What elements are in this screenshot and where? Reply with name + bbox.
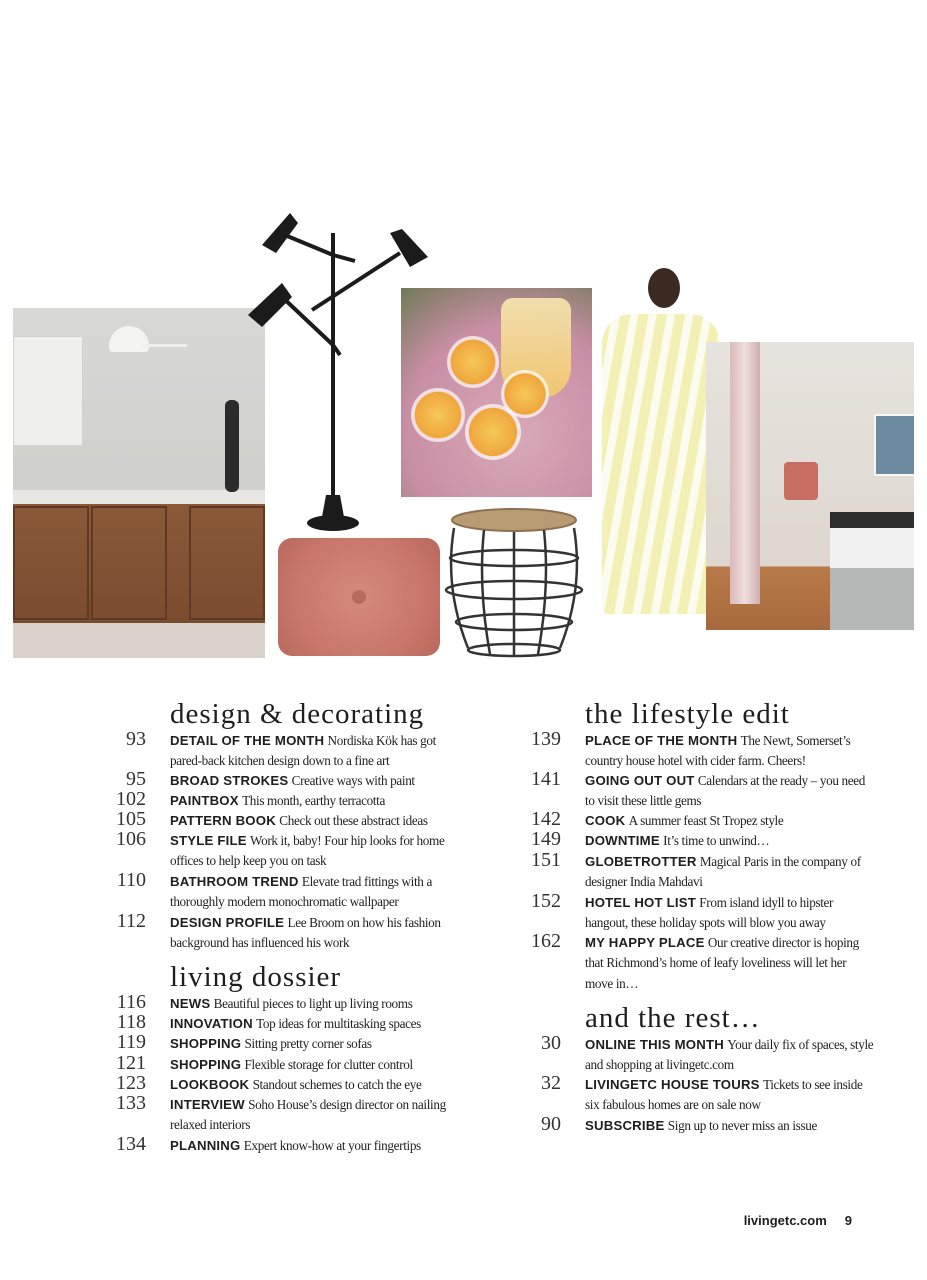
section-title-design: design & decorating (170, 698, 425, 730)
contents-entry[interactable] (116, 991, 462, 1014)
contents-entry[interactable] (116, 1092, 462, 1136)
entry-heading: STYLE FILE (170, 833, 247, 848)
entry-description: Expert know-how at your fingertips (243, 1138, 421, 1153)
entry-heading: SUBSCRIBE (585, 1118, 665, 1133)
entry-description: A summer feast St Tropez style (628, 813, 784, 828)
drinks-photo (401, 288, 592, 497)
entry-heading: DETAIL OF THE MONTH (170, 733, 325, 748)
drink-glass (501, 370, 549, 418)
page-number: 93 (126, 728, 146, 750)
contents-entry[interactable] (116, 1011, 462, 1034)
cushion-button (352, 590, 366, 604)
contents-entry[interactable] (116, 828, 462, 872)
table-lamp (784, 462, 818, 500)
page-number: 119 (116, 1031, 146, 1053)
entry-description: Your daily fix of spaces, style and shopping at livingetc.com (585, 1037, 874, 1073)
contents-entry[interactable] (531, 768, 877, 812)
entry-heading: DESIGN PROFILE (170, 915, 285, 930)
cushion-photo (278, 538, 440, 656)
entry-heading: PLACE OF THE MONTH (585, 733, 738, 748)
curtain (730, 342, 760, 604)
entry-description: Calendars at the ready – you need to visit these little gems (585, 773, 866, 809)
striped-outfit (602, 314, 720, 614)
entry-description: Top ideas for multitasking spaces (256, 1016, 421, 1031)
section-title-rest: and the rest… (585, 1002, 761, 1034)
entry-description: It’s time to unwind… (663, 833, 770, 848)
wall-lamp-arm (143, 344, 187, 347)
entry-description: Magical Paris in the company of designer India Mahdavi (585, 854, 861, 890)
entry-description: This month, earthy terracotta (242, 793, 385, 808)
page-footer (744, 1213, 852, 1228)
chopping-board (225, 400, 239, 492)
entry-description: Soho House’s design director on nailing relaxed interiors (170, 1097, 446, 1133)
page-number: 118 (116, 1011, 146, 1033)
page-number: 162 (531, 930, 561, 952)
page-number: 32 (541, 1072, 561, 1094)
entry-description: Sign up to never miss an issue (667, 1118, 817, 1133)
contents-entry[interactable] (116, 869, 462, 913)
model-head (648, 268, 680, 308)
entry-heading: BATHROOM TREND (170, 874, 299, 889)
page-number: 151 (531, 849, 561, 871)
contents-entry[interactable] (541, 1072, 877, 1116)
drink-glass (447, 336, 499, 388)
contents-entry[interactable] (116, 910, 462, 954)
page-number: 142 (531, 808, 561, 830)
entry-description: Elevate trad fittings with a thoroughly modern monochromatic wallpaper (170, 874, 432, 910)
page-number: 121 (116, 1052, 146, 1074)
entry-heading: LIVINGETC HOUSE TOURS (585, 1077, 760, 1092)
entry-description: Beautiful pieces to light up living rooms (213, 996, 413, 1011)
page-number: 102 (116, 788, 146, 810)
entry-description: Tickets to see inside six fabulous homes are on sale now (585, 1077, 863, 1113)
entry-description: From island idyll to hipster hangout, these holiday spots will blow you away (585, 895, 834, 931)
contents-entry[interactable] (116, 788, 462, 811)
entry-description: Flexible storage for clutter control (244, 1057, 413, 1072)
page-number: 106 (116, 828, 146, 850)
entry-heading: GLOBETROTTER (585, 854, 697, 869)
kitchen-photo (13, 308, 265, 658)
entry-heading: MY HAPPY PLACE (585, 935, 705, 950)
entry-heading: SHOPPING (170, 1057, 242, 1072)
page-number: 149 (531, 828, 561, 850)
entry-heading: NEWS (170, 996, 211, 1011)
contents-entry[interactable] (116, 808, 462, 831)
entry-heading: PAINTBOX (170, 793, 239, 808)
page-number: 123 (116, 1072, 146, 1094)
page-number-footer: 9 (844, 1213, 852, 1228)
contents-entry[interactable] (116, 1133, 462, 1156)
contents-entry[interactable] (531, 828, 877, 851)
page-number: 141 (531, 768, 561, 790)
page-number: 139 (531, 728, 561, 750)
contents-entry[interactable] (116, 1052, 462, 1075)
wall-lamp-shade (109, 326, 149, 352)
wall-picture (874, 414, 914, 476)
wall-art (13, 336, 83, 446)
contents-entry[interactable] (531, 808, 877, 831)
entry-description: The Newt, Somerset’s country house hotel with cider farm. Cheers! (585, 733, 851, 769)
section-title-dossier: living dossier (170, 961, 342, 993)
entry-heading: SHOPPING (170, 1036, 242, 1051)
contents-entry[interactable] (531, 728, 877, 772)
contents-entry[interactable] (531, 849, 877, 893)
entry-heading: HOTEL HOT LIST (585, 895, 696, 910)
entry-description: Lee Broom on how his fashion background has influenced his work (170, 915, 441, 951)
entry-heading: INTERVIEW (170, 1097, 245, 1112)
contents-entry[interactable] (531, 930, 877, 994)
entry-description: Nordiska Kök has got pared-back kitchen design down to a fine art (170, 733, 436, 769)
entry-heading: PATTERN BOOK (170, 813, 276, 828)
page-number: 110 (116, 869, 146, 891)
entry-description: Work it, baby! Four hip looks for home offices to help keep you on task (170, 833, 445, 869)
cabinet-door (91, 506, 167, 620)
page-number: 90 (541, 1113, 561, 1135)
entry-heading: ONLINE THIS MONTH (585, 1037, 724, 1052)
entry-heading: PLANNING (170, 1138, 241, 1153)
entry-description: Standout schemes to catch the eye (252, 1077, 422, 1092)
entry-heading: COOK (585, 813, 626, 828)
contents-entry[interactable] (531, 890, 877, 934)
contents-entry[interactable] (541, 1113, 877, 1136)
page-number: 112 (116, 910, 146, 932)
page-number: 133 (116, 1092, 146, 1114)
entry-description: Check out these abstract ideas (279, 813, 428, 828)
page-number: 152 (531, 890, 561, 912)
contents-entry[interactable] (116, 1072, 462, 1095)
entry-heading: BROAD STROKES (170, 773, 289, 788)
bed (830, 512, 914, 630)
page-number: 30 (541, 1032, 561, 1054)
entry-description: Our creative director is hoping that Richmond’s home of leafy loveliness will let her move in… (585, 935, 859, 991)
entry-description: Sitting pretty corner sofas (244, 1036, 372, 1051)
drink-glass (411, 388, 465, 442)
cabinet-door (13, 506, 89, 620)
contents-entry[interactable] (541, 1032, 877, 1076)
page-number: 116 (116, 991, 146, 1013)
section-title-lifestyle: the lifestyle edit (585, 698, 790, 730)
page-number: 95 (126, 768, 146, 790)
contents-entry[interactable] (126, 768, 462, 791)
entry-heading: INNOVATION (170, 1016, 253, 1031)
bedroom-photo (706, 342, 914, 630)
contents-entry[interactable] (126, 728, 462, 772)
page-number: 134 (116, 1133, 146, 1155)
contents-entry[interactable] (116, 1031, 462, 1054)
page-number: 105 (116, 808, 146, 830)
entry-description: Creative ways with paint (291, 773, 415, 788)
entry-heading: DOWNTIME (585, 833, 660, 848)
entry-heading: LOOKBOOK (170, 1077, 250, 1092)
entry-heading: GOING OUT OUT (585, 773, 695, 788)
footer-site[interactable]: livingetc.com (743, 1213, 827, 1228)
side-table-photo (444, 508, 584, 660)
